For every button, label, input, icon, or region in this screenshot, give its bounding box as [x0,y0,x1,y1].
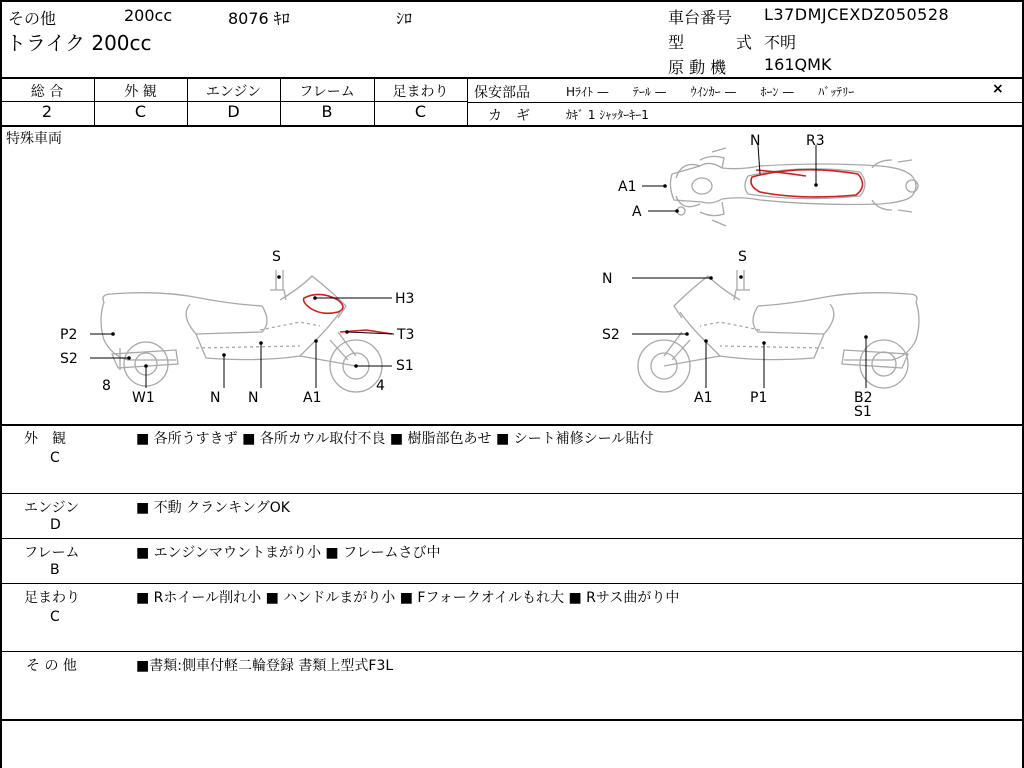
label-left-8: 8 [102,378,111,394]
engine-model: 161QMK [764,55,832,74]
divider [0,538,1024,539]
detail-grade-engine: D [50,517,61,533]
left-view-vehicle [101,270,382,392]
category: その他 [8,9,57,28]
label-right-s1: S1 [854,404,872,420]
detail-text-exterior: ■ 各所うすきず ■ 各所カウル取付不良 ■ 樹脂部色あせ ■ シート補修シール貼付 [136,431,654,447]
label-top-r3: R3 [806,133,825,149]
label-top-a: A [632,204,642,220]
label-top-a1: A1 [618,179,637,195]
detail-text-other: ■書類:側車付軽二輪登録 書類上型式F3L [136,658,394,674]
detail-grade-frame: B [50,562,60,578]
detail-label-other: そ の 他 [26,658,77,674]
label-right-n: N [602,271,613,287]
mileage: 8076 ｷﾛ [228,9,290,28]
detail-grade-exterior: C [50,450,60,466]
damage-mark-seat [751,170,863,197]
model-name: トライク 200cc [6,31,152,55]
engine-label: 原 動 機 [668,58,727,77]
grade-value-frame: B [321,102,333,121]
label-left-p2: P2 [60,327,78,343]
label-left-w1: W1 [132,390,155,406]
label-left-n2: N [248,390,259,406]
diagram-title: 特殊車両 [6,131,62,147]
label-right-s: S [738,249,747,265]
label-left-h3: H3 [395,291,415,307]
divider [467,102,1024,103]
detail-label-suspension: 足まわり [24,590,80,606]
label-left-s2: S2 [60,351,78,367]
type-value: 不明 [764,33,797,52]
grade-value-suspension: C [414,102,427,121]
label-left-4: 4 [376,378,385,394]
grade-label-exterior: 外 観 [124,84,157,100]
detail-label-exterior: 外 観 [24,431,66,447]
type-label-2: 式 [736,33,753,52]
safety-items: Hﾗｲﾄ — ﾃｰﾙ — ｳｲﾝｶｰ — ﾎｰﾝ — ﾊﾞｯﾃﾘｰ [566,85,855,99]
detail-label-engine: エンジン [24,500,80,516]
grade-label-frame: フレーム [299,84,355,100]
divider [0,493,1024,494]
key-label: カ ギ [488,108,530,124]
battery-missing-mark: × [992,81,1004,97]
right-view-vehicle [638,270,919,392]
key-value: ｶｷﾞ 1 ｼｬｯﾀｰｷｰ1 [566,108,649,122]
label-left-s: S [272,249,281,265]
displacement: 200cc [124,6,173,25]
frame-no-label: 車台番号 [668,8,733,27]
divider [0,651,1024,652]
label-left-n1: N [210,390,221,406]
grade-value-engine: D [227,102,240,121]
divider [0,583,1024,584]
label-left-s1: S1 [396,358,414,374]
divider [0,424,1024,426]
color: ｼﾛ [396,9,413,28]
detail-text-engine: ■ 不動 クランキングOK [136,500,290,516]
top-view-vehicle [670,148,918,226]
label-left-a1: A1 [303,390,322,406]
label-left-t3: T3 [397,327,415,343]
safety-label: 保安部品 [474,85,530,101]
label-right-p1: P1 [750,390,768,406]
grade-label-engine: エンジン [205,84,262,100]
label-right-b2: B2 [854,390,873,406]
label-right-a1: A1 [694,390,713,406]
grade-value-overall: 2 [41,102,53,121]
grade-value-exterior: C [134,102,147,121]
divider [0,77,1024,79]
divider [0,719,1024,721]
label-right-s2: S2 [602,327,620,343]
label-top-n: N [750,133,761,149]
detail-text-frame: ■ エンジンマウントまがり小 ■ フレームさび中 [136,545,441,561]
frame-no: L37DMJCEXDZ050528 [764,5,950,24]
detail-label-frame: フレーム [24,545,80,561]
damage-diagram [0,126,1024,424]
detail-grade-suspension: C [50,609,60,625]
type-label-1: 型 [668,33,685,52]
grade-label-overall: 総 合 [30,84,64,100]
detail-text-suspension: ■ Rホイール削れ小 ■ ハンドルまがり小 ■ Fフォークオイルもれ大 ■ Rサス曲がり中 [136,590,680,606]
grade-label-suspension: 足まわり [392,84,449,100]
